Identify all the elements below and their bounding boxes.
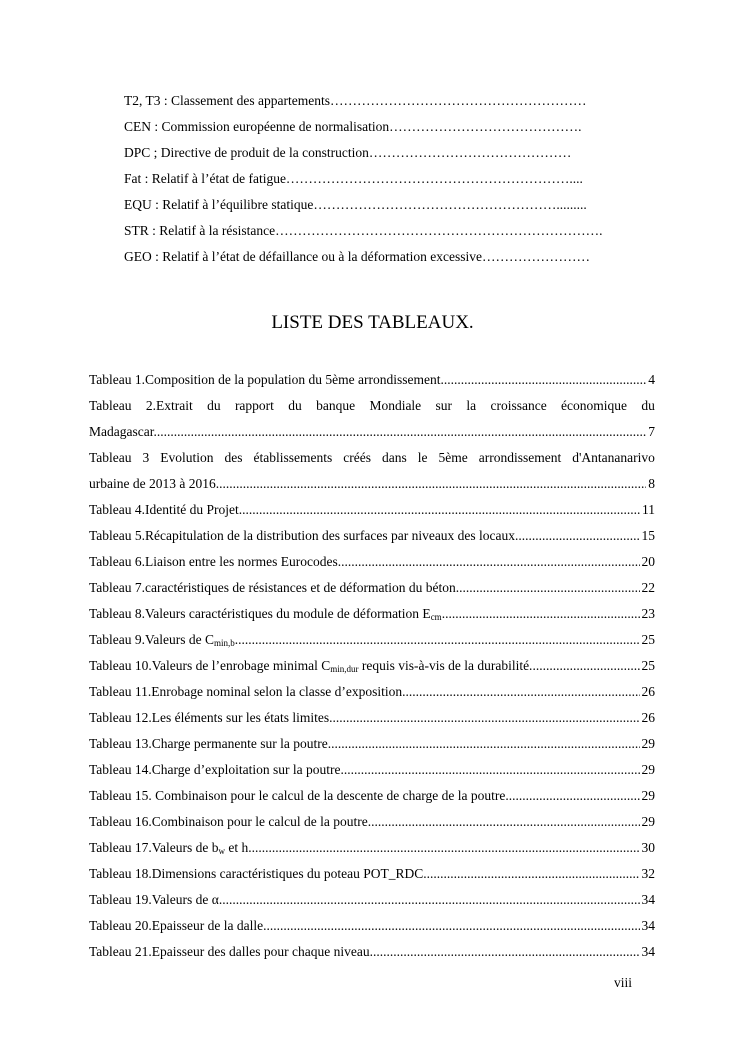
toc-page-number: 22	[641, 580, 655, 595]
toc-entry-title-line	[89, 393, 655, 419]
list-of-tables	[89, 367, 655, 965]
toc-entry-title: Tableau 5.Récapitulation de la distribution des surfaces par niveaux des locaux.	[89, 528, 519, 543]
title-text: Tableau 9.Valeurs de C	[89, 632, 215, 647]
page-number: viii	[614, 975, 633, 990]
toc-page-number: 11	[642, 502, 655, 517]
toc-page-number: 7	[648, 424, 655, 439]
toc-entry-word: Evolution	[160, 450, 214, 465]
toc-entry-title: Tableau 12.Les éléments sur les états limites.	[89, 710, 333, 725]
toc-entry-title: Tableau 16.Combinaison pour le calcul de la poutre.	[89, 814, 372, 829]
toc-entry-tableau-2[interactable]	[89, 393, 655, 445]
toc-page-number: 23	[641, 606, 655, 621]
dot-leader	[532, 653, 639, 679]
dot-leader	[445, 601, 639, 627]
title-text-end: et h.	[225, 840, 252, 855]
toc-entry-title: Tableau 20.Epaisseur de la dalle.	[89, 918, 267, 933]
toc-entry-word: 2.Extrait	[145, 398, 193, 413]
toc-entry-tableau-10[interactable]	[89, 653, 655, 679]
toc-page-number: 25	[641, 632, 655, 647]
toc-entry-tableau-15[interactable]	[89, 783, 655, 809]
toc-page-number: 4	[648, 372, 655, 387]
toc-entry-word: Tableau	[89, 450, 132, 465]
toc-entry-word: le	[417, 450, 428, 465]
title-text-end: .	[441, 606, 446, 621]
abbreviation-list	[124, 88, 644, 270]
toc-entry-word: croissance	[490, 398, 547, 413]
toc-page-number: 26	[641, 710, 655, 725]
dot-leader	[518, 523, 639, 549]
toc-entry-tableau-4[interactable]	[89, 497, 655, 523]
toc-entry-title	[89, 627, 235, 653]
abbreviation-item: DPC ; Directive de produit de la construction………………………………………	[124, 145, 572, 160]
dot-leader	[219, 471, 646, 497]
toc-entry-word: créés	[343, 450, 371, 465]
toc-entry-word: sur	[435, 398, 453, 413]
title-text: Tableau 10.Valeurs de l’enrobage minimal C	[89, 658, 331, 673]
toc-entry-tableau-20[interactable]	[89, 913, 655, 939]
toc-entry-title: Tableau 19.Valeurs de α.	[89, 892, 223, 907]
toc-entry-word: d'Antananarivo	[572, 450, 655, 465]
toc-entry-title	[89, 653, 532, 679]
subscript: cm	[430, 612, 442, 622]
toc-entry-title: Tableau 21.Epaisseur des dalles pour chaque niveau.	[89, 944, 373, 959]
toc-page-number: 32	[641, 866, 655, 881]
toc-entry-title: Tableau 13.Charge permanente sur la poutre.	[89, 736, 332, 751]
dot-leader	[235, 627, 640, 653]
toc-entry-title: Tableau 18.Dimensions caractéristiques du poteau POT_RDC	[89, 866, 424, 881]
dot-leader	[341, 549, 639, 575]
dot-leader	[333, 705, 640, 731]
dot-leader	[340, 757, 639, 783]
toc-page-number: 29	[641, 736, 655, 751]
abbreviation-item: GEO : Relatif à l’état de défaillance ou à la déformation excessive……………………	[124, 249, 590, 264]
toc-page-number: 20	[641, 554, 655, 569]
abbreviation-item: Fat : Relatif à l’état de fatigue………………………………………………………....	[124, 171, 583, 186]
toc-entry-tableau-17[interactable]	[89, 835, 655, 861]
toc-page-number: 25	[641, 658, 655, 673]
dot-leader	[444, 367, 646, 393]
toc-entry-word: banque	[316, 398, 356, 413]
toc-entry-word: établissements	[253, 450, 333, 465]
list-of-tables-heading: LISTE DES TABLEAUX.	[271, 312, 474, 333]
toc-entry-word: du	[207, 398, 221, 413]
dot-leader	[222, 887, 639, 913]
toc-entry-tableau-8[interactable]	[89, 601, 655, 627]
toc-page-number: 26	[641, 684, 655, 699]
toc-entry-word: Tableau	[89, 398, 132, 413]
dot-leader	[371, 809, 639, 835]
toc-page-number: 8	[648, 476, 655, 491]
toc-entry-title: Tableau 6.Liaison entre les normes Eurocodes.	[89, 554, 342, 569]
toc-entry-word: des	[224, 450, 243, 465]
toc-entry-word: la	[466, 398, 477, 413]
toc-entry-title: Tableau 15. Combinaison pour le calcul de la descente de charge de la poutre.	[89, 788, 509, 803]
dot-leader	[405, 679, 639, 705]
toc-entry-word: du	[288, 398, 302, 413]
toc-entry-tableau-16[interactable]	[89, 809, 655, 835]
toc-entry-word: rapport	[234, 398, 274, 413]
dot-leader	[373, 939, 640, 965]
toc-entry-tableau-12[interactable]	[89, 705, 655, 731]
toc-page-number: 30	[641, 840, 655, 855]
dot-leader	[331, 731, 639, 757]
dot-leader	[266, 913, 639, 939]
toc-page-number: 34	[641, 944, 655, 959]
toc-entry-tableau-21[interactable]	[89, 939, 655, 965]
dot-leader	[459, 575, 639, 601]
toc-entry-tableau-6[interactable]	[89, 549, 655, 575]
toc-entry-tableau-14[interactable]	[89, 757, 655, 783]
toc-entry-title-continuation: Madagascar.	[89, 424, 157, 439]
toc-entry-title: Tableau 14.Charge d’exploitation sur la poutre	[89, 762, 341, 777]
toc-entry-tableau-11[interactable]	[89, 679, 655, 705]
toc-entry-word: du	[641, 398, 655, 413]
toc-entry-word: 5ème	[438, 450, 468, 465]
toc-entry-word: 3	[142, 450, 150, 465]
toc-entry-title-line	[89, 445, 655, 471]
toc-entry-title: Tableau 11.Enrobage nominal selon la classe d’exposition.	[89, 684, 406, 699]
toc-entry-word: économique	[561, 398, 628, 413]
toc-entry-title-continuation: urbaine de 2013 à 2016.	[89, 476, 220, 491]
toc-entry-tableau-13[interactable]	[89, 731, 655, 757]
toc-entry-title: Tableau 1.Composition de la population du 5ème arrondissement.	[89, 372, 444, 387]
toc-entry-title	[89, 835, 252, 861]
subscript: min,b	[214, 638, 235, 648]
toc-entry-tableau-19[interactable]	[89, 887, 655, 913]
subscript: min,dur	[330, 664, 359, 674]
toc-entry-title	[89, 601, 445, 627]
dot-leader	[242, 497, 640, 523]
abbreviation-item: T2, T3 : Classement des appartements…………………………………………………	[124, 93, 587, 108]
dot-leader	[252, 835, 640, 861]
toc-entry-tableau-18[interactable]	[89, 861, 655, 887]
toc-page-number: 29	[641, 762, 655, 777]
abbreviation-item: CEN : Commission européenne de normalisation…………………………………….	[124, 119, 582, 134]
toc-entry-word: Mondiale	[369, 398, 422, 413]
abbreviation-item: STR : Relatif à la résistance……………………………………………………………….	[124, 223, 603, 238]
title-text: Tableau 17.Valeurs de b	[89, 840, 219, 855]
abbreviation-item: EQU : Relatif à l’équilibre statique……………………………………………….........	[124, 197, 587, 212]
dot-leader	[157, 419, 646, 445]
toc-entry-tableau-7[interactable]	[89, 575, 655, 601]
toc-page-number: 34	[641, 918, 655, 933]
toc-entry-tableau-3[interactable]	[89, 445, 655, 497]
toc-entry-word: dans	[382, 450, 407, 465]
toc-entry-tableau-1[interactable]	[89, 367, 655, 393]
dot-leader	[423, 861, 639, 887]
dot-leader	[509, 783, 640, 809]
toc-page-number: 34	[641, 892, 655, 907]
toc-entry-tableau-9[interactable]	[89, 627, 655, 653]
toc-entry-tableau-5[interactable]	[89, 523, 655, 549]
toc-page-number: 15	[641, 528, 655, 543]
title-text-end: requis vis-à-vis de la durabilité.	[358, 658, 533, 673]
toc-page-number: 29	[641, 814, 655, 829]
subscript: w	[218, 846, 226, 856]
toc-entry-word: arrondissement	[478, 450, 562, 465]
title-text: Tableau 8.Valeurs caractéristiques du module de déformation E	[89, 606, 431, 621]
toc-entry-title: Tableau 7.caractéristiques de résistances et de déformation du béton.	[89, 580, 460, 595]
toc-page-number: 29	[641, 788, 655, 803]
toc-entry-title: Tableau 4.Identité du Projet.	[89, 502, 243, 517]
